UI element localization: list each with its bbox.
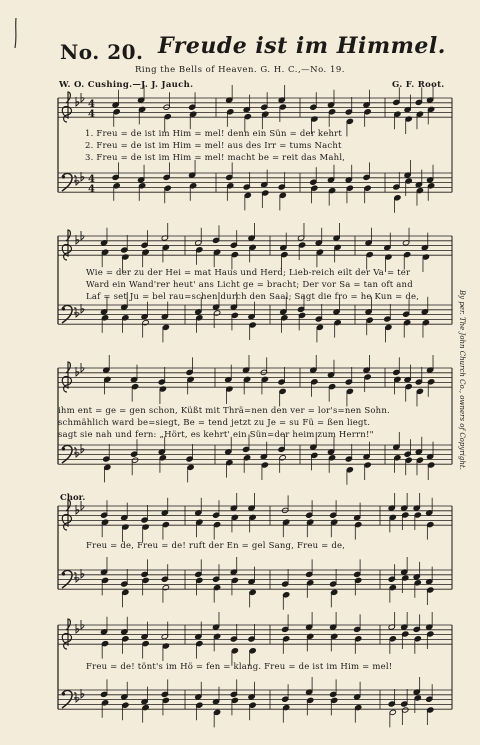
lyric-line: schmählich ward be=siegt, Be = tend jetzt zu Je = su Fü = ßen liegt.: [58, 418, 371, 428]
lyric-line: Freu = de! tönt's im Hö = fen = klang. Freu = de ist im Him = mel!: [86, 662, 393, 672]
bass-clef-dot: [62, 307, 65, 310]
hymn-subtitle: Ring the Bells of Heaven. G. H. C.,—No. 19.: [135, 65, 345, 75]
chorus-label: Chor.: [60, 493, 86, 503]
bass-clef-dot: [62, 572, 65, 575]
lyric-line: 2. Freu = de ist im Him = mel! aus des Irr = tums Nacht: [85, 141, 342, 151]
hymn-title: Freude ist im Himmel.: [158, 33, 446, 59]
flat-sign: [76, 693, 79, 702]
flat-sign: [81, 93, 84, 102]
bass-clef-dot: [62, 692, 65, 695]
flat-sign: [81, 620, 84, 629]
time-signature: 4: [88, 99, 95, 110]
flat-sign: [76, 308, 79, 317]
lyric-line: 1. Freu = de ist im Him = mel! denn ein Sün = der kehrt: [85, 129, 343, 139]
hymn-number: No. 20.: [60, 40, 144, 64]
music-credit: G. F. Root.: [392, 80, 445, 90]
flat-sign: [81, 231, 84, 240]
bass-clef-dot: [62, 175, 65, 178]
time-signature: 4: [88, 184, 95, 195]
lyric-line: Laf = set Ju = bel rau=schen durch den Saal; Sagt die fro = he Kun = de,: [86, 292, 420, 302]
lyric-line: ihm ent = ge = gen schon, Küßt mit Thrä=nen den ver = lor's=nen Sohn.: [58, 406, 390, 416]
lyric-line: 3. Freu = de ist im Him = mel! macht be = reit das Mahl,: [85, 153, 346, 163]
flat-sign: [76, 448, 79, 457]
lyric-line: Wie = der zu der Hei = mat Haus und Herd; Lieb-reich eilt der Va = ter: [86, 268, 411, 278]
time-signature: 4: [88, 174, 95, 185]
lyric-line: Ward ein Wand'rer heut' ans Licht ge = bracht; Der vor Sa = tan oft and: [86, 280, 413, 290]
lyric-line: Freu = de, Freu = de! ruft der En = gel Sang, Freu = de,: [86, 541, 346, 551]
copyright-text: By per. The John Church Co., owners of Copyright.: [458, 290, 466, 470]
words-credit: W. O. Cushing.—J. J. Jauch.: [59, 80, 194, 90]
bass-clef-dot: [62, 447, 65, 450]
flat-sign: [81, 501, 84, 510]
flat-sign: [76, 176, 79, 185]
time-signature: 4: [88, 109, 95, 120]
flat-sign: [81, 363, 84, 372]
lyric-line: sagt sie nah und fern: „Hört, es kehrt' ein Sün=der heim zum Herrn!": [58, 430, 374, 440]
flat-sign: [76, 573, 79, 582]
